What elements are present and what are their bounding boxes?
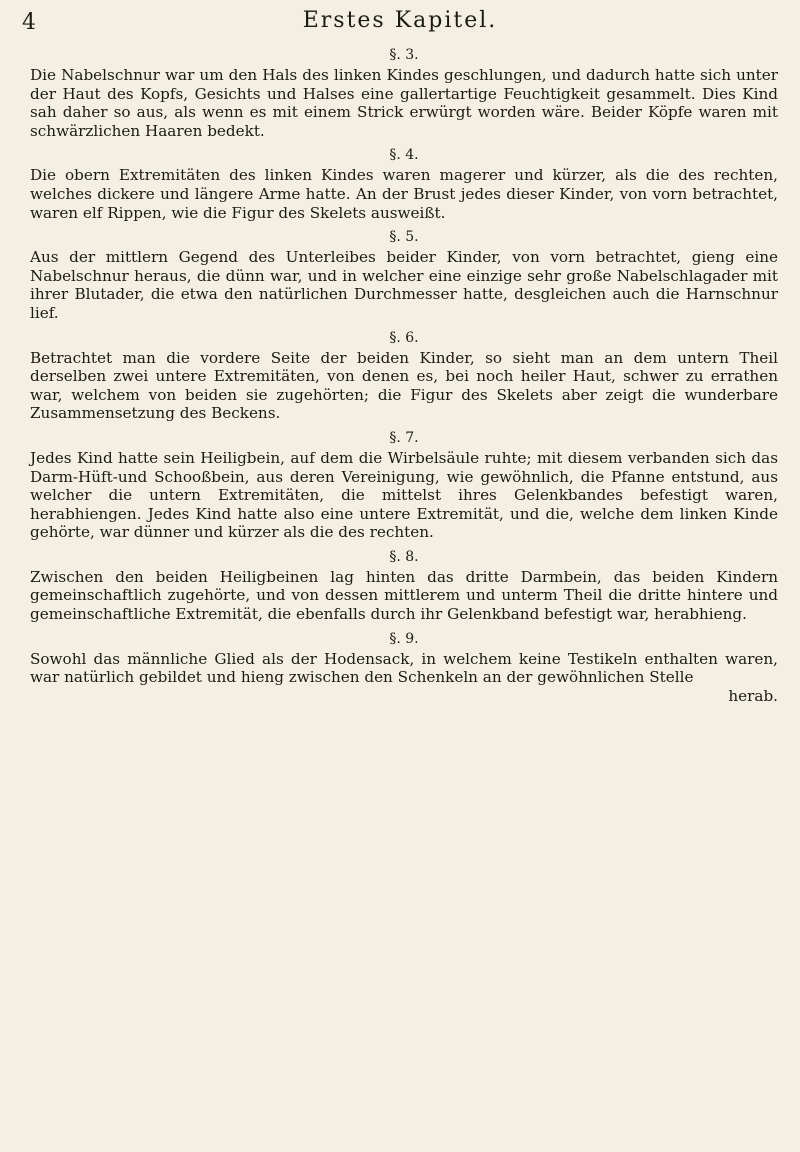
section-3 bbox=[30, 46, 778, 140]
section-number: §. 8. bbox=[389, 548, 419, 565]
section-number: §. 7. bbox=[389, 429, 419, 446]
section-9 bbox=[30, 630, 778, 706]
section-number: §. 4. bbox=[389, 147, 419, 164]
paragraph: Aus der mittlern Gegend des Unterleibes beider Kinder, von vorn betrachtet, gieng eine Nabelschnur heraus, die dünn war, und in welcher eine einzige sehr große Nabelschlagader mit ihrer Blutader, die etwa den natürlichen Durchmesser hatte, desgleichen auch die Harnschnur lief. bbox=[30, 248, 778, 322]
body-text bbox=[30, 40, 778, 705]
section-number: §. 6. bbox=[389, 329, 419, 346]
paragraph-final-line: herab. bbox=[728, 686, 778, 705]
section-number: §. 3. bbox=[389, 47, 419, 63]
paragraph: Betrachtet man die vordere Seite der beiden Kinder, so sieht man an dem untern Theil derselben zwei untere Extremitäten, von denen es, bei noch heiler Haut, schwer zu errathen war, welchem von beiden sie zugehörten; die Figur des Skelets aber zeigt die wunderbare Zusammensetzung des Beckens. bbox=[30, 348, 778, 423]
section-4 bbox=[30, 146, 778, 222]
page-number: 4 bbox=[22, 10, 36, 35]
section-number: §. 5. bbox=[389, 229, 419, 246]
paragraph: Sowohl das männliche Glied als der Hodensack, in welchem keine Testikeln enthalten waren, war natürlich gebildet und hieng zwischen den Schenkeln an der gewöhnlichen Stelle bbox=[30, 649, 778, 687]
paragraph: Die Nabelschnur war um den Hals des linken Kindes geschlungen, und dadurch hatte sich unter der Haut des Kopfs, Gesichts und Halses eine gallertartige Feuchtigkeit gesammelt. Dies Kind sah daher so aus, als wenn es mit einem Strick erwürgt worden wäre. Beider Köpfe waren mit schwärzlichen Haaren bedekt. bbox=[30, 66, 778, 140]
section-7 bbox=[30, 429, 778, 542]
paragraph: Die obern Extremitäten des linken Kindes waren magerer und kürzer, als die des rechten, welches dickere und längere Arme hatte. An der Brust jedes dieser Kinder, von vorn betrachtet, waren elf Rippen, wie die Figur des Skelets ausweißt. bbox=[30, 166, 778, 222]
section-5 bbox=[30, 228, 778, 322]
paragraph: Jedes Kind hatte sein Heiligbein, auf dem die Wirbelsäule ruhte; mit diesem verbanden sich das Darm-Hüft-und Schooßbein, aus deren Vereinigung, wie gewöhnlich, die Pfanne entstund, aus welcher die untern Extremitäten, die mittelst ihres Gelenkbandes befestigt waren, herabhiengen. Jedes Kind hatte also eine untere Extremität, und die, welche dem linken Kinde gehörte, war dünner und kürzer als die des rechten. bbox=[30, 448, 778, 542]
section-number: §. 9. bbox=[389, 630, 419, 647]
section-8 bbox=[30, 548, 778, 624]
paragraph: Zwischen den beiden Heiligbeinen lag hinten das dritte Darmbein, das beiden Kindern gemeinschaftlich zugehörte, und von dessen mittlerem und unterm Theil die dritte hintere und gemeinschaftliche Extremität, die ebenfalls durch ihr Gelenkband befestigt war, herabhieng. bbox=[30, 567, 778, 624]
section-6 bbox=[30, 329, 778, 423]
running-head bbox=[0, 8, 800, 38]
chapter-title: Erstes Kapitel. bbox=[302, 8, 498, 33]
